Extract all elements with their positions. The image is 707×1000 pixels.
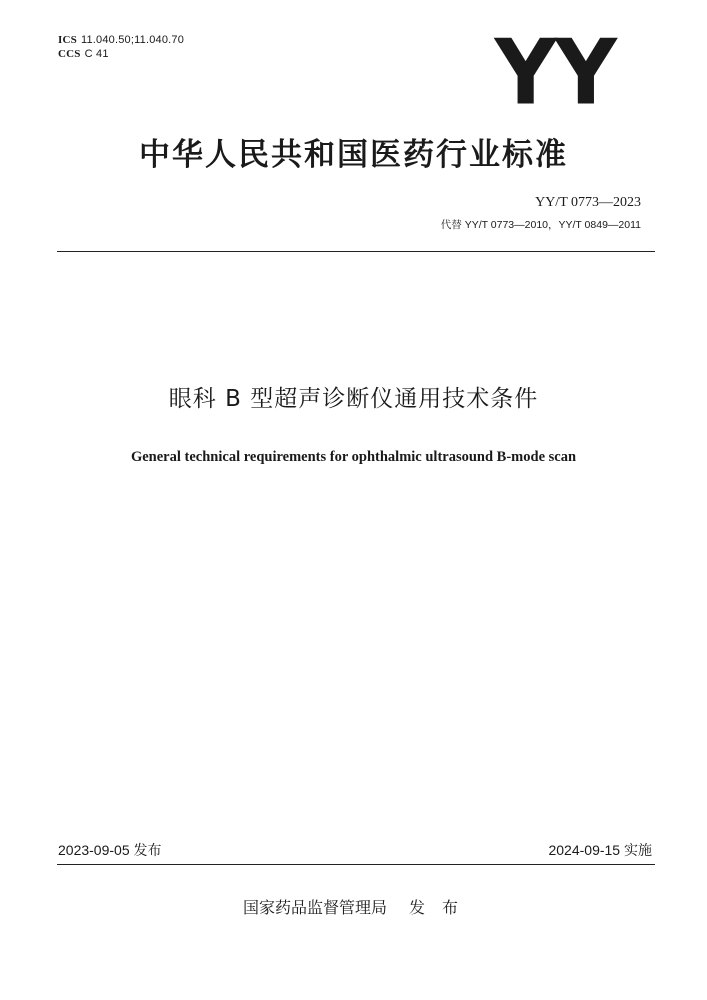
implementation-date: 2024-09-15 实施 [548, 842, 652, 858]
publisher-line [0, 897, 707, 919]
publish-verb: 发 布 [408, 898, 465, 917]
ccs-code [58, 47, 184, 61]
ics-value: 11.040.50;11.040.70 [80, 34, 185, 46]
document-title-english: General technical requirements for ophthalmic ultrasound B-mode scan [130, 449, 577, 465]
ccs-label: CCS [58, 48, 81, 60]
classification-codes [58, 33, 184, 61]
replaced-standards: 代替 YY/T 0773—2010，YY/T 0849—2011 [440, 219, 641, 231]
ccs-value: C 41 [84, 48, 109, 60]
issue-date: 2023-09-05 发布 [58, 842, 162, 858]
industry-standard-title: 中华人民共和国医药行业标准 [139, 137, 568, 173]
ics-code [58, 33, 184, 47]
document-title-chinese: 眼科 B 型超声诊断仪通用技术条件 [168, 386, 539, 412]
header-divider [57, 251, 655, 252]
footer-divider [57, 864, 655, 865]
ics-label: ICS [58, 34, 77, 46]
standard-number: YY/T 0773—2023 [535, 195, 641, 210]
yy-standard-logo: YY [494, 20, 615, 126]
publisher-name: 国家药品监督管理局 [242, 898, 387, 917]
